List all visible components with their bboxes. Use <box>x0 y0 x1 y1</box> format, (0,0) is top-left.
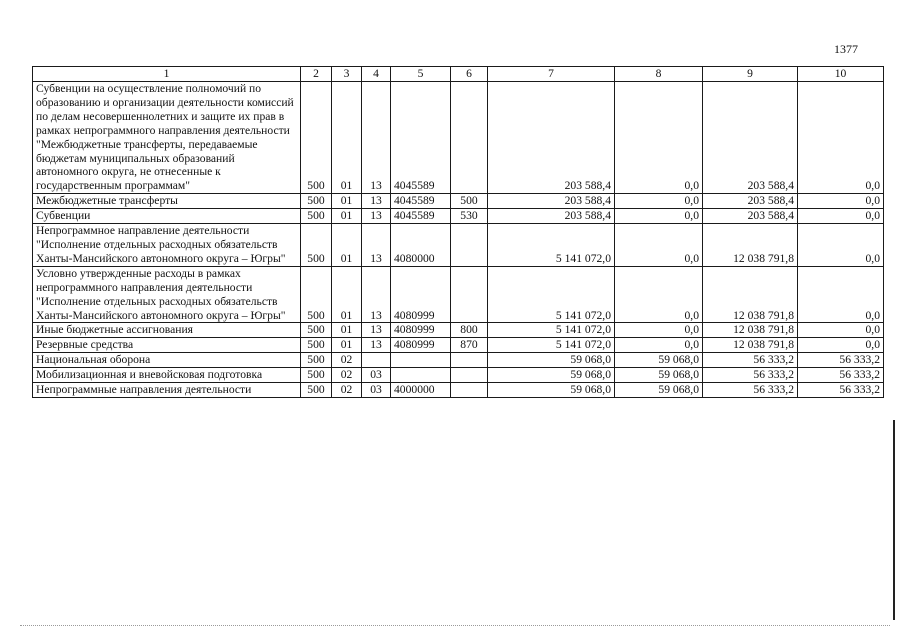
cell-section: 01 <box>332 338 362 353</box>
cell-amount: 59 068,0 <box>615 353 703 368</box>
cell-amount: 56 333,2 <box>703 353 798 368</box>
row-name: Мобилизационная и вневойсковая подготовка <box>33 368 301 383</box>
cell-expense-type <box>451 353 488 368</box>
column-header: 8 <box>615 67 703 82</box>
cell-subsection: 13 <box>362 338 391 353</box>
cell-subsection: 03 <box>362 368 391 383</box>
cell-amount: 0,0 <box>615 323 703 338</box>
row-name: Непрограммные направления деятельности <box>33 383 301 398</box>
scan-dots-artifact <box>20 625 890 627</box>
column-header: 3 <box>332 67 362 82</box>
column-header: 7 <box>488 67 615 82</box>
table-row <box>33 224 884 267</box>
cell-amount: 12 038 791,8 <box>703 338 798 353</box>
cell-amount: 0,0 <box>615 224 703 267</box>
table-row <box>33 338 884 353</box>
cell-amount: 59 068,0 <box>615 368 703 383</box>
table-row <box>33 323 884 338</box>
row-name: Субвенции на осуществление полномочий по образованию и организации деятельности комиссий по делам несовершеннолетних и защите их прав в рамках непрограммного направления деятельности "Межбюджетные трансферты, передаваемые бюджетам муниципальных образований автономного округа, не отнесенные к государственным программам" <box>33 82 301 194</box>
cell-amount: 0,0 <box>615 209 703 224</box>
row-name: Субвенции <box>33 209 301 224</box>
cell-subsection: 13 <box>362 209 391 224</box>
cell-section: 02 <box>332 368 362 383</box>
cell-ministry-code: 500 <box>301 353 332 368</box>
cell-amount: 0,0 <box>798 266 884 323</box>
table-row <box>33 209 884 224</box>
cell-ministry-code: 500 <box>301 266 332 323</box>
cell-amount: 56 333,2 <box>798 368 884 383</box>
cell-amount: 0,0 <box>615 338 703 353</box>
cell-expense-type <box>451 368 488 383</box>
row-name: Национальная оборона <box>33 353 301 368</box>
column-header: 4 <box>362 67 391 82</box>
cell-amount: 5 141 072,0 <box>488 224 615 267</box>
cell-expense-type: 800 <box>451 323 488 338</box>
cell-target-article: 4045589 <box>391 82 451 194</box>
cell-expense-type <box>451 383 488 398</box>
page-number: 1377 <box>834 42 858 56</box>
cell-amount: 5 141 072,0 <box>488 338 615 353</box>
cell-ministry-code: 500 <box>301 338 332 353</box>
cell-target-article: 4080999 <box>391 323 451 338</box>
cell-expense-type: 870 <box>451 338 488 353</box>
cell-target-article: 4080999 <box>391 338 451 353</box>
column-header: 9 <box>703 67 798 82</box>
cell-ministry-code: 500 <box>301 323 332 338</box>
cell-amount: 0,0 <box>798 82 884 194</box>
column-header: 2 <box>301 67 332 82</box>
cell-amount: 56 333,2 <box>798 353 884 368</box>
table-row <box>33 368 884 383</box>
cell-section: 01 <box>332 266 362 323</box>
cell-amount: 12 038 791,8 <box>703 323 798 338</box>
cell-section: 01 <box>332 209 362 224</box>
cell-ministry-code: 500 <box>301 368 332 383</box>
cell-amount: 203 588,4 <box>703 194 798 209</box>
cell-expense-type: 530 <box>451 209 488 224</box>
table-row <box>33 353 884 368</box>
cell-subsection: 13 <box>362 266 391 323</box>
cell-amount: 5 141 072,0 <box>488 323 615 338</box>
cell-target-article <box>391 368 451 383</box>
table-row <box>33 194 884 209</box>
cell-subsection: 13 <box>362 323 391 338</box>
table-row <box>33 383 884 398</box>
cell-section: 01 <box>332 82 362 194</box>
row-name: Резервные средства <box>33 338 301 353</box>
cell-expense-type <box>451 266 488 323</box>
cell-ministry-code: 500 <box>301 224 332 267</box>
cell-amount: 56 333,2 <box>703 383 798 398</box>
cell-ministry-code: 500 <box>301 383 332 398</box>
cell-section: 02 <box>332 353 362 368</box>
column-header: 6 <box>451 67 488 82</box>
table-row <box>33 266 884 323</box>
cell-amount: 0,0 <box>798 209 884 224</box>
cell-amount: 59 068,0 <box>615 383 703 398</box>
column-header: 10 <box>798 67 884 82</box>
cell-amount: 203 588,4 <box>488 194 615 209</box>
cell-amount: 203 588,4 <box>703 209 798 224</box>
cell-ministry-code: 500 <box>301 194 332 209</box>
cell-amount: 12 038 791,8 <box>703 224 798 267</box>
cell-amount: 5 141 072,0 <box>488 266 615 323</box>
cell-amount: 203 588,4 <box>488 209 615 224</box>
cell-section: 01 <box>332 224 362 267</box>
row-name: Непрограммное направление деятельности "Исполнение отдельных расходных обязательств Ханты-Мансийского автономного округа – Югры" <box>33 224 301 267</box>
cell-amount: 0,0 <box>615 82 703 194</box>
cell-section: 01 <box>332 194 362 209</box>
cell-section: 01 <box>332 323 362 338</box>
cell-amount: 56 333,2 <box>798 383 884 398</box>
cell-target-article: 4080000 <box>391 224 451 267</box>
cell-target-article <box>391 353 451 368</box>
row-name: Иные бюджетные ассигнования <box>33 323 301 338</box>
cell-target-article: 4045589 <box>391 209 451 224</box>
cell-amount: 56 333,2 <box>703 368 798 383</box>
cell-amount: 0,0 <box>615 194 703 209</box>
table-header-row <box>33 67 884 82</box>
cell-ministry-code: 500 <box>301 82 332 194</box>
cell-amount: 59 068,0 <box>488 353 615 368</box>
cell-expense-type <box>451 224 488 267</box>
cell-amount: 59 068,0 <box>488 383 615 398</box>
cell-subsection: 03 <box>362 383 391 398</box>
column-header: 5 <box>391 67 451 82</box>
row-name: Условно утвержденные расходы в рамках непрограммного направления деятельности "Исполнение отдельных расходных обязательств Ханты-Мансийского автономного округа – Югры" <box>33 266 301 323</box>
cell-subsection: 13 <box>362 194 391 209</box>
cell-amount: 0,0 <box>615 266 703 323</box>
cell-amount: 203 588,4 <box>703 82 798 194</box>
table-row <box>33 82 884 194</box>
cell-amount: 203 588,4 <box>488 82 615 194</box>
row-name: Межбюджетные трансферты <box>33 194 301 209</box>
cell-amount: 0,0 <box>798 323 884 338</box>
cell-ministry-code: 500 <box>301 209 332 224</box>
cell-target-article: 4045589 <box>391 194 451 209</box>
cell-expense-type <box>451 82 488 194</box>
cell-amount: 0,0 <box>798 194 884 209</box>
cell-section: 02 <box>332 383 362 398</box>
cell-amount: 0,0 <box>798 338 884 353</box>
cell-expense-type: 500 <box>451 194 488 209</box>
cell-subsection: 13 <box>362 82 391 194</box>
cell-subsection: 13 <box>362 224 391 267</box>
column-header: 1 <box>33 67 301 82</box>
cell-amount: 12 038 791,8 <box>703 266 798 323</box>
cell-amount: 59 068,0 <box>488 368 615 383</box>
scan-edge-artifact <box>893 420 895 620</box>
cell-target-article: 4080999 <box>391 266 451 323</box>
cell-subsection <box>362 353 391 368</box>
cell-target-article: 4000000 <box>391 383 451 398</box>
cell-amount: 0,0 <box>798 224 884 267</box>
budget-table <box>32 66 884 398</box>
